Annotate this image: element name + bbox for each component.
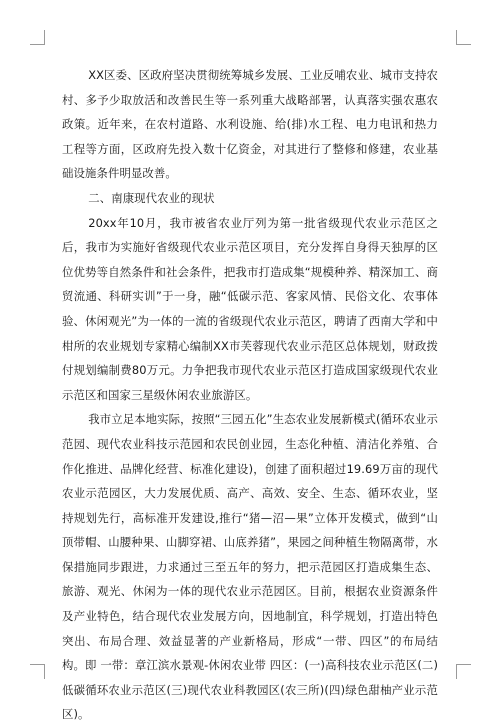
paragraph-infrastructure: XX区委、区政府坚决贯彻统筹城乡发展、工业反哺农业、城市支持农村、多予少取放活和改善民生等一系列重大战略部署，认真落实强农惠农政策。近年来，在农村道路、水利设施、给(排)水工程、电力电讯和热力工程等方面，区政府先投入数十亿资金，对其进行了整修和修建，农业基础设施条件明显改善。 bbox=[62, 68, 438, 181]
paragraph-eco-model: 我市立足本地实际，按照“三园五化”生态农业发展新模式(循环农业示范园、现代农业科技示范园和农民创业园，生态化种植、清洁化养殖、合作化推进、品牌化经营、标准化建设)，创建了面积超过19.69万亩的现代农业示范园区，大力发展优质、高产、高效、安全、生态、循环农业，坚持规划先行，高标准开发建设,推行“猪—沼—果”立体开发模式，做到“山顶带帽、山腰种果、山脚穿裙、山底养猪”，果园之间种植生物隔离带，水保措施同步跟进，力求通过三至五年的努力，把示范园区打造成集生态、旅游、观光、休闲为一体的现代农业示范园区。目前，根据农业资源条件及产业特色，结合现代农业发展方向，因地制宜，科学规划，打造出特色突出、布局合理、效益显著的产业新格局，形成“一带、四区”的布局结构。即 一带：章江滨水景观-休闲农业带 四区：(一)高科技农业示范区(二)低碳循环农业示范区(三)现代农业科教园区(农三所)(四)绿色甜柚产业示范区)。 bbox=[62, 412, 438, 722]
section-heading: 二、南康现代农业的现状 bbox=[88, 190, 215, 205]
crop-mark-bottom-right bbox=[456, 664, 471, 679]
document-body bbox=[62, 63, 438, 727]
paragraph-demo-zone: 20xx年10月，我市被省农业厅列为第一批省级现代农业示范区之后，我市为实施好省级现代农业示范区项目，充分发挥自身得天独厚的区位优势等自然条件和社会条件，把我市打造成集“规模种养、精深加工、商贸流通、科研实训”于一身，融“低碳示范、客家风情、民俗文化、农事体验、休闲观光”为一体的一流的省级现代农业示范区，聘请了西南大学和中柑所的农业规划专家精心编制XX市芙蓉现代农业示范区总体规划，财政拨付规划编制费80万元。力争把我市现代农业示范区打造成国家级现代农业示范区和国家三星级休闲农业旅游区。 bbox=[62, 215, 438, 402]
crop-mark-top-right bbox=[456, 30, 471, 45]
crop-mark-bottom-left bbox=[30, 664, 45, 679]
crop-mark-top-left bbox=[30, 30, 45, 45]
